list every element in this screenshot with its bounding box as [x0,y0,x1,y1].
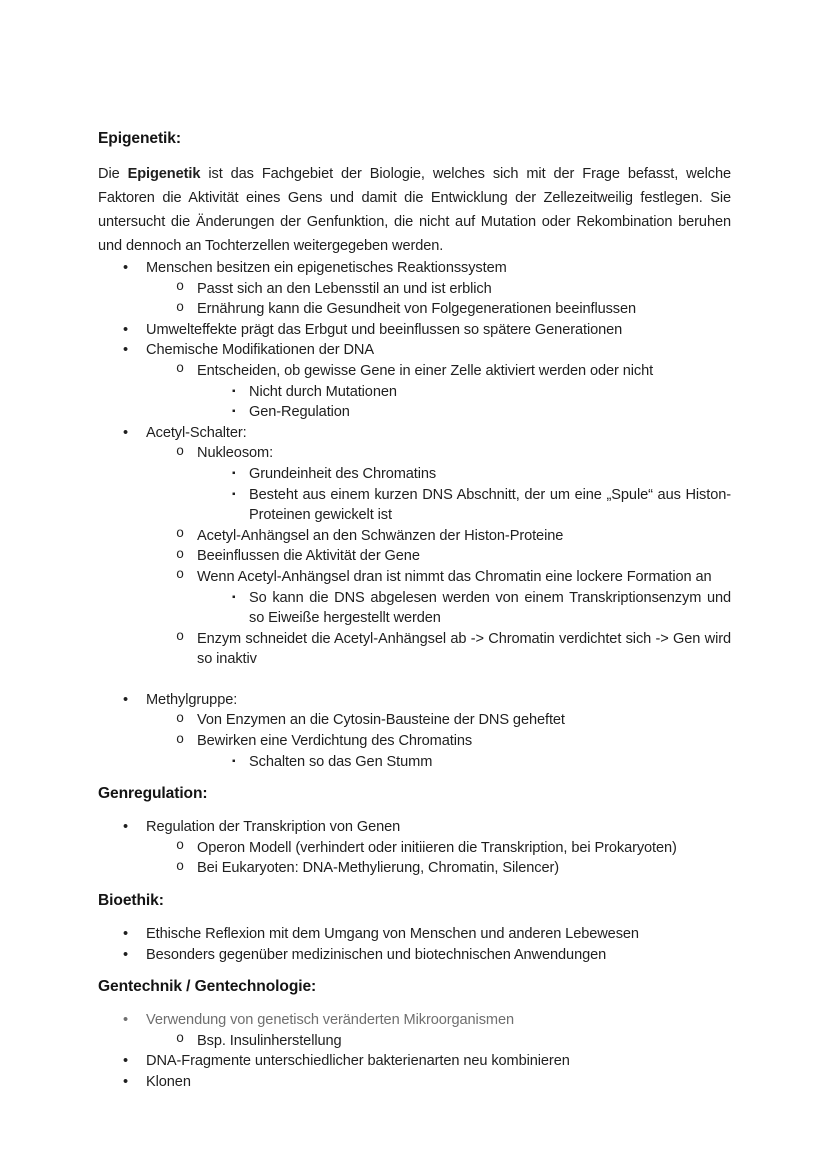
bullet-list-bioethik [98,924,731,965]
list-item-text: Chemische Modifikationen der DNA [146,342,374,359]
bullet-square-icon: ▪ [232,406,236,418]
list-item [98,567,731,588]
list-item [98,752,731,773]
bullet-circle-icon: o [176,859,185,875]
list-item [98,817,731,838]
list-item [98,443,731,464]
bullet-dot-icon: • [123,260,129,276]
bullet-dot-icon: • [123,1012,129,1029]
bullet-dot-icon: • [123,926,129,943]
list-item [98,858,731,879]
list-item [98,1010,731,1031]
bullet-circle-icon: o [176,1032,185,1048]
bullet-dot-icon: • [123,1053,129,1070]
list-item-text: Schalten so das Gen Stumm [249,753,433,770]
bullet-circle-icon: o [176,280,185,296]
document-content [98,129,731,1093]
list-item-text: Nicht durch Mutationen [249,383,397,400]
list-item-text: Beeinflussen die Aktivität der Gene [197,548,420,565]
bullet-dot-icon: • [123,819,129,836]
list-item-text: Entscheiden, ob gewisse Gene in einer Zelle aktiviert werden oder nicht [197,362,654,379]
list-item [98,1072,731,1093]
list-item [98,299,731,320]
list-item [98,588,731,629]
list-item-text: Grundeinheit des Chromatins [249,465,437,482]
list-item-text: Gen-Regulation [249,404,350,421]
bullet-list-genregulation [98,817,731,879]
paragraph-text-post: ist das Fachgebiet der Biologie, welches sich mit der Frage befasst, welche Faktoren die Aktivität eines Gens und damit die Entwicklung der Zellezeitweilig festlegen. Sie untersucht die Änderungen der Genfunktion, die nicht auf Mutation oder Rekombination beruhen und dennoch an Tochterzellen weitergegeben werden. [98,166,731,254]
bullet-list-epigenetik [98,258,731,772]
list-item [98,423,731,444]
list-item-text: Bewirken eine Verdichtung des Chromatins [197,733,473,750]
section-heading-epigenetik: Epigenetik: [98,130,181,147]
bullet-circle-icon: o [176,839,185,855]
list-item-text: Operon Modell (verhindert oder initiieren die Transkription, bei Prokaryoten) [197,839,677,856]
bullet-dot-icon: • [123,321,129,338]
bullet-square-icon: ▪ [232,755,236,767]
list-item-text: Acetyl-Schalter: [146,424,247,441]
list-item-text: Passt sich an den Lebensstil an und ist erblich [197,280,492,297]
bullet-circle-icon: o [176,527,185,543]
section-heading-gentechnik: Gentechnik / Gentechnologie: [98,978,317,996]
list-item [98,485,731,526]
list-item-text: Klonen [146,1074,191,1090]
list-item [98,258,731,279]
list-item [98,629,731,670]
list-item-text: Besteht aus einem kurzen DNS Abschnitt, der um eine „Spule“ aus Histon-Proteinen gewickelt ist [249,486,731,524]
list-item [98,361,731,382]
intro-paragraph [98,162,731,258]
list-item-text: Von Enzymen an die Cytosin-Bausteine der DNS geheftet [197,712,565,729]
paragraph-bold-term: Epigenetik [127,166,201,182]
bullet-circle-icon: o [176,300,185,316]
list-item-text: Nukleosom: [197,445,274,462]
list-item-text: Regulation der Transkription von Genen [146,819,401,836]
bullet-dot-icon: • [123,1074,129,1090]
list-item [98,402,731,423]
bullet-square-icon: ▪ [232,385,236,397]
bullet-dot-icon: • [123,691,129,708]
list-item-text: Wenn Acetyl-Anhängsel dran ist nimmt das Chromatin eine lockere Formation an [197,568,712,585]
list-item-text: Acetyl-Anhängsel an den Schwänzen der Histon-Proteine [197,527,564,544]
list-item [98,279,731,300]
paragraph-text-pre: Die [98,166,128,182]
bullet-dot-icon: • [123,424,129,441]
list-item [98,340,731,361]
bullet-circle-icon: o [176,362,185,378]
list-item-text: Besonders gegenüber medizinischen und biotechnischen Anwendungen [146,946,607,963]
bullet-list-gentechnik [98,1010,731,1092]
bullet-dot-icon: • [123,342,129,359]
list-item [98,1031,731,1052]
list-item [98,710,731,731]
list-item-text: Ernährung kann die Gesundheit von Folgegenerationen beeinflussen [197,301,637,318]
bullet-dot-icon: • [123,946,129,963]
list-item-text: Bei Eukaryoten: DNA-Methylierung, Chromatin, Silencer) [197,860,560,877]
list-item-text: Enzym schneidet die Acetyl-Anhängsel ab -> Chromatin verdichtet sich -> Gen wird so inaktiv [197,630,731,668]
list-item [98,382,731,403]
bullet-circle-icon: o [176,711,185,727]
bullet-circle-icon: o [176,732,185,748]
bullet-circle-icon: o [176,568,185,584]
list-item-text: Menschen besitzen ein epigenetisches Reaktionssystem [146,260,507,276]
list-item [98,838,731,859]
list-item-text: Umwelteffekte prägt das Erbgut und beeinflussen so spätere Generationen [146,321,623,338]
list-item [98,320,731,341]
list-item [98,546,731,567]
list-item [98,526,731,547]
bullet-square-icon: ▪ [232,591,236,603]
list-item-text: Methylgruppe: [146,691,238,708]
list-item [98,690,731,711]
list-item [98,945,731,966]
list-item-text: DNA-Fragmente unterschiedlicher bakterienarten neu kombinieren [146,1053,570,1070]
list-item [98,1051,731,1072]
list-item-text: Verwendung von genetisch veränderten Mikroorganismen [146,1012,514,1029]
section-heading-genregulation: Genregulation: [98,785,208,803]
bullet-circle-icon: o [176,630,185,646]
bullet-square-icon: ▪ [232,467,236,479]
section-heading-bioethik: Bioethik: [98,892,164,910]
list-item-text: Bsp. Insulinherstellung [197,1032,342,1049]
list-item-text: So kann die DNS abgelesen werden von einem Transkriptionsenzym und so Eiweiße hergestellt werden [249,589,731,627]
bullet-circle-icon: o [176,444,185,460]
list-item [98,924,731,945]
list-item-text: Ethische Reflexion mit dem Umgang von Menschen und anderen Lebewesen [146,926,639,943]
list-item [98,464,731,485]
bullet-square-icon: ▪ [232,488,236,500]
bullet-circle-icon: o [176,547,185,563]
list-item [98,731,731,752]
